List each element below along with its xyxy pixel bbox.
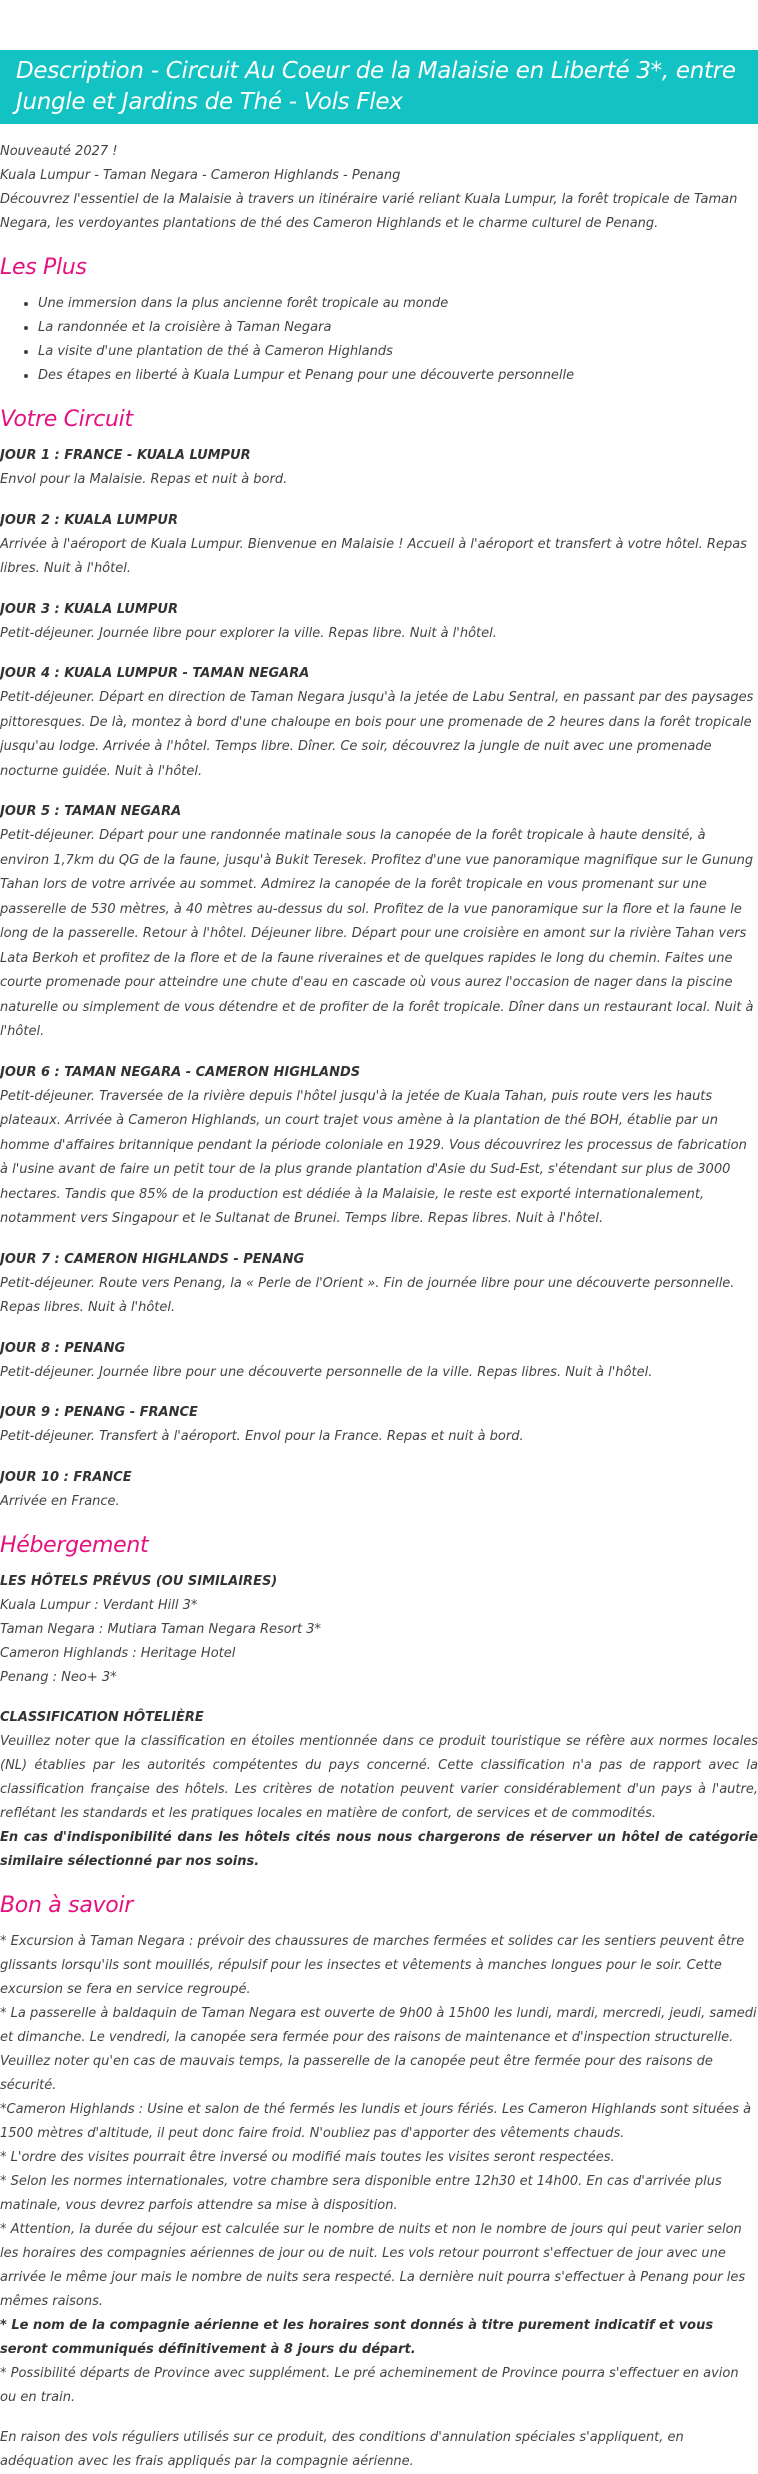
intro xyxy=(0,140,758,236)
hotel-item: Cameron Highlands : Heritage Hotel xyxy=(0,1646,236,1661)
note-item: * Excursion à Taman Negara : prévoir des chaussures de marches fermées et solides car les sentiers peuvent être glissants lorsqu'ils sont mouillés, répulsif pour les insectes et vêtements à manches longues pour le soir. Cette excursion se fera en service regroupé. xyxy=(0,1934,745,1997)
note-item: * L'ordre des visites pourrait être inversé ou modifié mais toutes les visites seront respectées. xyxy=(0,2150,615,2165)
day-text: Petit-déjeuner. Transfert à l'aéroport. Envol pour la France. Repas et nuit à bord. xyxy=(0,1429,524,1444)
day-text: Petit-déjeuner. Traversée de la rivière depuis l'hôtel jusqu'à la jetée de Kuala Tahan, puis route vers les hauts plateaux. Arrivée à Cameron Highlands, un court trajet vous amène à la plantation de thé BOH, établie par un homme d'affaires britannique pendant la période coloniale en 1929. Vous découvrirez les processus de fabrication à l'usine avant de faire un petit tour de la plus grande plantation d'Asie du Sud-Est, s'étendant sur plus de 3000 hectares. Tandis que 85% de la production est dédiée à la Malaisie, le reste est exporté internationalement, notamment vers Singapour et le Sultanat de Brunei. Temps libre. Repas libres. Nuit à l'hôtel. xyxy=(0,1088,747,1226)
day-text: Petit-déjeuner. Journée libre pour une découverte personnelle de la ville. Repas libres. Nuit à l'hôtel. xyxy=(0,1364,653,1380)
day-title: JOUR 6 : TAMAN NEGARA - CAMERON HIGHLANDS xyxy=(0,1064,361,1080)
note-item: * Le nom de la compagnie aérienne et les horaires sont donnés à titre purement indicatif et vous seront communiqués définitivement à 8 jours du départ. xyxy=(0,2318,714,2357)
section-heading-hebergement: Hébergement xyxy=(0,1533,149,1558)
intro-novelty: Nouveauté 2027 ! xyxy=(0,144,118,159)
plus-list xyxy=(0,292,758,388)
section-heading-bon-a-savoir: Bon à savoir xyxy=(0,1893,133,1918)
classification-notice: En cas d'indisponibilité dans les hôtels cités nous nous chargerons de réserver un hôtel de catégorie similaire sélectionné par nos soins. xyxy=(0,1830,758,1869)
day-title: JOUR 5 : TAMAN NEGARA xyxy=(0,804,182,819)
hotel-item: Kuala Lumpur : Verdant Hill 3* xyxy=(0,1598,198,1613)
day-title: JOUR 4 : KUALA LUMPUR - TAMAN NEGARA xyxy=(0,666,310,681)
hebergement xyxy=(0,1570,758,1874)
circuit-days xyxy=(0,444,758,1514)
day-title: JOUR 1 : FRANCE - KUALA LUMPUR xyxy=(0,448,251,463)
list-item: • La randonnée et la croisière à Taman Negara xyxy=(38,316,758,340)
day-text: Envol pour la Malaisie. Repas et nuit à bord. xyxy=(0,472,288,487)
note-item: * Attention, la durée du séjour est calculée sur le nombre de nuits et non le nombre de jours qui peut varier selon les horaires des compagnies aériennes de jour ou de nuit. Les vols retour pourront s'effectuer de jour avec une arrivée le même jour mais le nombre de nuits sera respecté. La dernière nuit pourra s'effectuer à Penang pour les mêmes raisons. xyxy=(0,2222,746,2309)
intro-route: Kuala Lumpur - Taman Negara - Cameron Highlands - Penang xyxy=(0,168,401,183)
day-text: Arrivée à l'aéroport de Kuala Lumpur. Bienvenue en Malaisie ! Accueil à l'aéroport et transfert à votre hôtel. Repas libres. Nuit à l'hôtel. xyxy=(0,536,747,576)
day-title: JOUR 10 : FRANCE xyxy=(0,1469,132,1485)
day-title: JOUR 3 : KUALA LUMPUR xyxy=(0,601,178,617)
day-title: JOUR 9 : PENANG - FRANCE xyxy=(0,1405,198,1420)
list-item: • Une immersion dans la plus ancienne forêt tropicale au monde xyxy=(38,292,758,316)
hotels-title: LES HÔTELS PRÉVUS (OU SIMILAIRES) xyxy=(0,1574,278,1589)
section-heading-plus: Les Plus xyxy=(0,255,87,280)
hotel-item: Taman Negara : Mutiara Taman Negara Resort 3* xyxy=(0,1622,322,1637)
hotel-item: Penang : Neo+ 3* xyxy=(0,1670,117,1685)
day-title: JOUR 8 : PENANG xyxy=(0,1340,126,1356)
note-item: * Possibilité départs de Province avec supplément. Le pré acheminement de Province pourra s'effectuer en avion ou en train. xyxy=(0,2366,739,2405)
note-item: * La passerelle à baldaquin de Taman Negara est ouverte de 9h00 à 15h00 les lundi, mardi, mercredi, jeudi, samedi et dimanche. Le vendredi, la canopée sera fermée pour des raisons de maintenance et d'inspection structurelle. Veuillez noter qu'en cas de mauvais temps, la passerelle de la canopée peut être fermée pour des raisons de sécurité. xyxy=(0,2006,757,2093)
bon-a-savoir xyxy=(0,1930,758,2474)
list-item: • La visite d'une plantation de thé à Cameron Highlands xyxy=(38,340,758,364)
day-title: JOUR 2 : KUALA LUMPUR xyxy=(0,512,178,528)
day-title: JOUR 7 : CAMERON HIGHLANDS - PENANG xyxy=(0,1251,305,1267)
classification-title: CLASSIFICATION HÔTELIÈRE xyxy=(0,1710,204,1725)
day-text: Petit-déjeuner. Journée libre pour explorer la ville. Repas libre. Nuit à l'hôtel. xyxy=(0,625,497,641)
day-text: Petit-déjeuner. Départ pour une randonnée matinale sous la canopée de la forêt tropicale à haute densité, à environ 1,7km du QG de la faune, jusqu'à Bukit Teresek. Profitez d'une vue panoramique magnifique sur le Gunung Tahan lors de votre arrivée au sommet. Admirez la canopée de la forêt tropicale en vous promenant sur une passerelle de 530 mètres, à 40 mètres au-dessus du sol. Profitez de la vue panoramique sur la flore et la faune le long de la passerelle. Retour à l'hôtel. Déjeuner libre. Départ pour une croisière en amont sur la rivière Tahan vers Lata Berkoh et profitez de la flore et de la faune riveraines et de quelques rapides le long du chemin. Faites une courte promenade pour atteindre une chute d'eau en cascade où vous aurez l'occasion de nager dans la piscine naturelle ou simplement de vous détendre et de profiter de la forêt tropicale. Dîner dans un restaurant local. Nuit à l'hôtel. xyxy=(0,828,754,1039)
note-item: *Cameron Highlands : Usine et salon de thé fermés les lundis et jours fériés. Les Cameron Highlands sont situées à 1500 mètres d'altitude, il peut donc faire froid. N'oubliez pas d'apporter des vêtements chauds. xyxy=(0,2102,752,2141)
page-title: Description - Circuit Au Coeur de la Malaisie en Liberté 3*, entre Jungle et Jardins de Thé - Vols Flex xyxy=(0,50,758,124)
section-heading-circuit: Votre Circuit xyxy=(0,407,133,432)
note-item: * Selon les normes internationales, votre chambre sera disponible entre 12h30 et 14h00. En cas d'arrivée plus matinale, vous devrez parfois attendre sa mise à disposition. xyxy=(0,2174,722,2213)
list-item: • Des étapes en liberté à Kuala Lumpur et Penang pour une découverte personnelle xyxy=(38,364,758,388)
cancellation-note: En raison des vols réguliers utilisés sur ce produit, des conditions d'annulation spéciales s'appliquent, en adéquation avec les frais appliqués par la compagnie aérienne. xyxy=(0,2430,684,2469)
classification-text: Veuillez noter que la classification en étoiles mentionnée dans ce produit touristique se réfère aux normes locales (NL) établies par les autorités compétentes du pays concerné. Cette classification n'a pas de rapport avec la classification française des hôtels. Les critères de notation peuvent varier considérablement d'un pays à l'autre, reflétant les standards et les pratiques locales en matière de confort, de services et de commodités. xyxy=(0,1734,758,1821)
day-text: Petit-déjeuner. Départ en direction de Taman Negara jusqu'à la jetée de Labu Sentral, en passant par des paysages pittoresques. De là, montez à bord d'une chaloupe en bois pour une promenade de 2 heures dans la forêt tropicale jusqu'au lodge. Arrivée à l'hôtel. Temps libre. Dîner. Ce soir, découvrez la jungle de nuit avec une promenade nocturne guidée. Nuit à l'hôtel. xyxy=(0,690,754,779)
day-text: Arrivée en France. xyxy=(0,1493,120,1509)
intro-description: Découvrez l'essentiel de la Malaisie à travers un itinéraire varié reliant Kuala Lumpur, la forêt tropicale de Taman Negara, les verdoyantes plantations de thé des Cameron Highlands et le charme culturel de Penang. xyxy=(0,192,738,231)
day-text: Petit-déjeuner. Route vers Penang, la « Perle de l'Orient ». Fin de journée libre pour une découverte personnelle. Repas libres. Nuit à l'hôtel. xyxy=(0,1275,735,1315)
